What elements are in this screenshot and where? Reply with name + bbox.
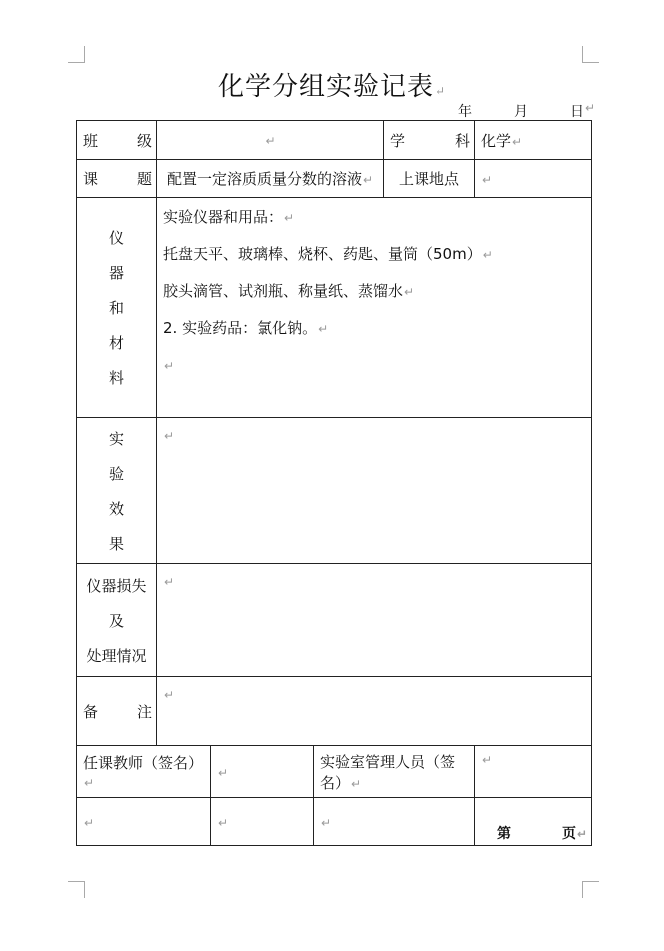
- date-year-label: 年: [458, 104, 472, 120]
- date-day-label: 日: [570, 104, 584, 120]
- loss-content-cell[interactable]: [157, 564, 592, 677]
- location-label-cell: [384, 160, 475, 198]
- subject-label-char: 学: [390, 131, 406, 150]
- subject-label-cell: [384, 121, 475, 160]
- class-label-char: 班: [83, 131, 99, 150]
- effect-label-char: 实: [108, 429, 124, 448]
- equipment-content-cell[interactable]: [157, 198, 592, 418]
- topic-label-char: 题: [136, 170, 152, 188]
- equipment-line: 托盘天平、玻璃棒、烧杯、药匙、量筒（50m）↵: [163, 245, 493, 263]
- page-number-cell: 第 页↵: [475, 798, 592, 846]
- footer-cell-1[interactable]: [77, 798, 211, 846]
- loss-label-cell: [77, 564, 157, 677]
- row-remark: [77, 677, 592, 746]
- paragraph-mark: ↵: [512, 134, 523, 149]
- lab-admin-signature-cell[interactable]: [475, 746, 592, 798]
- equipment-label-cell: [77, 198, 157, 418]
- equipment-label-char: 器: [108, 264, 124, 282]
- equipment-label-char: 仪: [108, 229, 124, 247]
- effect-content-cell[interactable]: [157, 418, 592, 564]
- crop-mark-top-left: [68, 46, 85, 63]
- subject-label-char: 科: [455, 131, 471, 150]
- lab-admin-label: 实验室管理人员（签名）: [320, 752, 456, 792]
- topic-value: 配置一定溶质质量分数的溶液: [166, 170, 362, 188]
- row-loss: [77, 564, 592, 677]
- crop-mark-bottom-left: [68, 881, 85, 898]
- class-value-cell[interactable]: [157, 121, 384, 160]
- paragraph-mark: ↵: [84, 815, 95, 830]
- location-label: 上课地点: [399, 170, 460, 188]
- paragraph-mark: ↵: [218, 815, 229, 830]
- remark-label-cell: [77, 677, 157, 746]
- footer-cell-2[interactable]: [211, 798, 314, 846]
- equipment-label-char: 材: [108, 334, 124, 352]
- lab-admin-label-cell: 实验室管理人员（签名）↵: [314, 746, 475, 798]
- footer-cell-3[interactable]: [314, 798, 475, 846]
- paragraph-mark: ↵: [265, 134, 276, 148]
- equipment-label-char: 和: [108, 299, 124, 317]
- row-equipment: [77, 198, 592, 418]
- teacher-signature-cell[interactable]: [211, 746, 314, 798]
- topic-label-char: 课: [83, 170, 99, 188]
- class-label-cell: [77, 121, 157, 160]
- loss-label-line: 及: [108, 611, 124, 630]
- page-label-char: 第: [497, 826, 512, 842]
- teacher-label: 任课教师（签名）: [83, 754, 204, 772]
- effect-label-cell: [77, 418, 157, 564]
- paragraph-mark: ↵: [362, 173, 374, 187]
- paragraph-mark: ↵: [218, 765, 229, 780]
- page-label-char: 页: [561, 826, 576, 842]
- teacher-label-cell: 任课教师（签名）↵: [77, 746, 211, 798]
- title-text: 化学分组实验记表: [217, 72, 434, 102]
- loss-label-line: 仪器损失: [86, 576, 147, 595]
- paragraph-mark: ↵: [164, 688, 175, 702]
- paragraph-mark: ↵: [164, 429, 175, 443]
- document-title: [0, 66, 664, 103]
- row-effect: [77, 418, 592, 564]
- remark-content-cell[interactable]: [157, 677, 592, 746]
- equipment-empty-line: ↵: [164, 359, 175, 373]
- effect-label-char: 效: [108, 499, 124, 518]
- crop-mark-top-right: [582, 46, 599, 63]
- equipment-line: 2. 实验药品：氯化钠。↵: [163, 319, 329, 337]
- experiment-record-table: [76, 120, 592, 846]
- row-footer: [77, 798, 592, 846]
- paragraph-mark: ↵: [164, 575, 175, 589]
- paragraph-mark: ↵: [321, 815, 332, 830]
- paragraph-mark: ↵: [482, 753, 493, 767]
- location-value-cell[interactable]: [475, 160, 592, 198]
- topic-label-cell: [77, 160, 157, 198]
- class-label-char: 级: [136, 131, 152, 150]
- paragraph-mark: ↵: [482, 172, 493, 187]
- equipment-label-char: 料: [108, 369, 124, 387]
- row-topic-location: [77, 160, 592, 198]
- crop-mark-bottom-right: [582, 881, 599, 898]
- equipment-line: 胶头滴管、试剂瓶、称量纸、蒸馏水↵: [163, 282, 415, 300]
- date-line: [458, 101, 598, 119]
- subject-value: 化学: [481, 131, 512, 150]
- row-signatures: [77, 746, 592, 798]
- subject-value-cell[interactable]: [475, 121, 592, 160]
- paragraph-mark: ↵: [585, 101, 596, 115]
- paragraph-mark: ↵: [434, 84, 447, 98]
- effect-label-char: 验: [108, 464, 124, 483]
- effect-label-char: 果: [108, 534, 124, 553]
- date-month-label: 月: [514, 104, 528, 120]
- loss-label-line: 处理情况: [86, 646, 147, 665]
- equipment-line: 实验仪器和用品：↵: [163, 208, 295, 226]
- remark-label-char: 备: [83, 702, 99, 721]
- row-class-subject: [77, 121, 592, 160]
- topic-value-cell[interactable]: [157, 160, 384, 198]
- remark-label-char: 注: [136, 702, 152, 721]
